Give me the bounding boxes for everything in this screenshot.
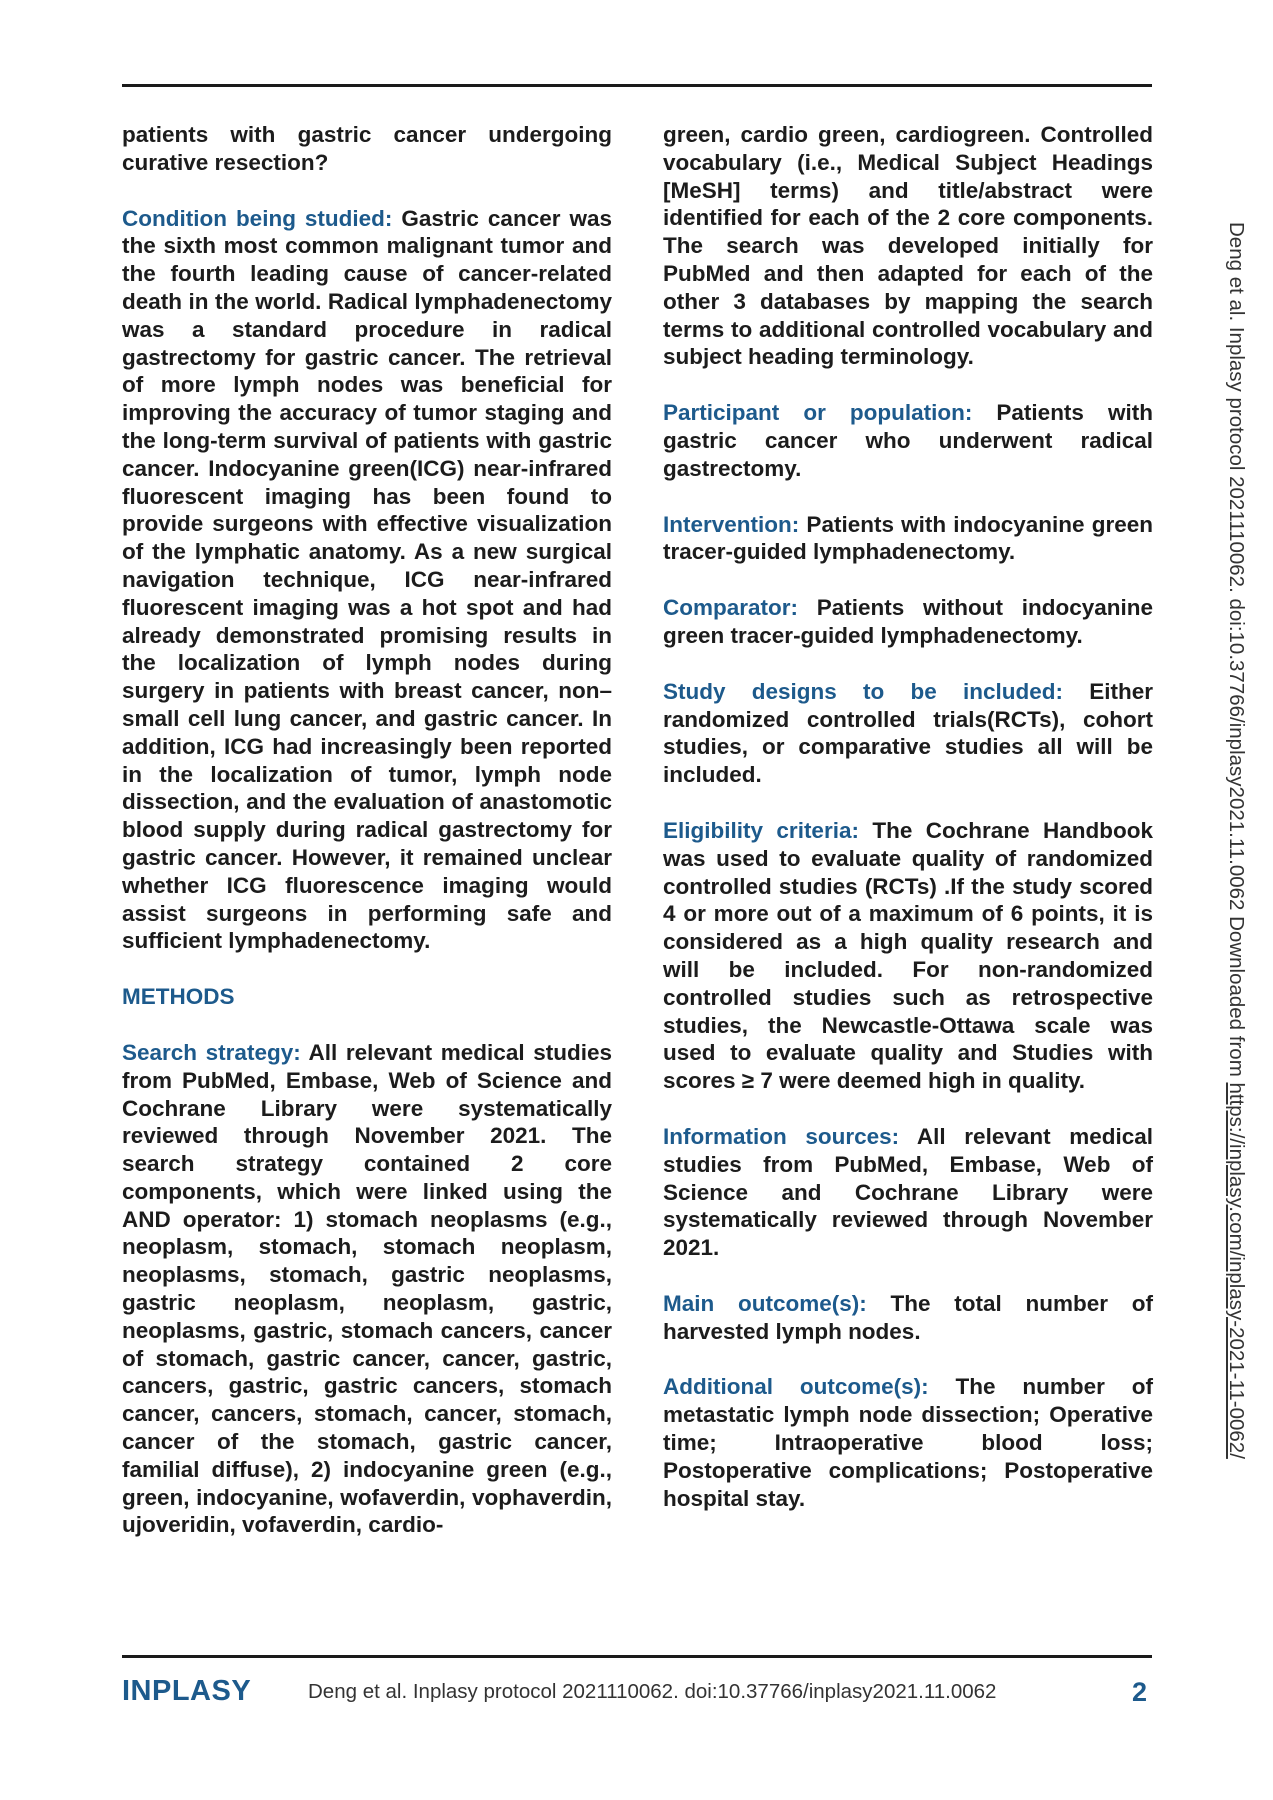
comparator-text: Patients without indocyanine green tracer-guided lymphadenectomy.	[663, 595, 1153, 648]
eligibility-label: Eligibility criteria:	[663, 817, 859, 843]
information-sources-text: All relevant medical studies from PubMed, Embase, Web of Science and Cochrane Library were systematically reviewed through November 2021.	[663, 1123, 1154, 1261]
search-continued-paragraph: green, cardio green, cardiogreen. Controlled vocabulary (i.e., Medical Subject Headings [MeSH] terms) and title/abstract were identified for each of the 2 core components. The search was developed initially for PubMed and then adapted for each of the other 3 databases by mapping the search terms to additional controlled vocabulary and subject heading terminology.	[663, 122, 1153, 370]
condition-label: Condition being studied:	[122, 205, 393, 231]
search-strategy-paragraph	[122, 1039, 612, 1539]
eligibility-paragraph	[663, 817, 1153, 1095]
intervention-text: Patients with indocyanine green tracer-guided lymphadenectomy.	[663, 511, 1153, 565]
participant-text: Patients with gastric cancer who underwent radical gastrectomy.	[663, 400, 1153, 481]
intro-paragraph: patients with gastric cancer undergoing curative resection?	[122, 122, 612, 175]
condition-paragraph	[122, 205, 612, 956]
header-rule	[122, 84, 1152, 87]
journal-logo: INPLASY	[122, 1675, 252, 1707]
download-link[interactable]: https://inplasy.com/inplasy-2021-11-0062/	[1225, 1082, 1248, 1459]
information-sources-label: Information sources:	[663, 1123, 900, 1149]
participant-label: Participant or population:	[663, 400, 973, 426]
main-outcome-paragraph	[663, 1290, 1153, 1346]
intervention-label: Intervention:	[663, 511, 800, 537]
search-strategy-label: Search strategy:	[122, 1039, 301, 1065]
comparator-paragraph	[663, 594, 1153, 650]
additional-outcome-paragraph	[663, 1373, 1153, 1512]
additional-outcome-label: Additional outcome(s):	[663, 1374, 929, 1400]
search-strategy-text: All relevant medical studies from PubMed, Embase, Web of Science and Cochrane Library were systematically reviewed through November 2021. The search strategy contained 2 core components, which were linked using the AND operator: 1) stomach neoplasms (e.g., neoplasm, stomach, stomach neoplasm, neoplasms, stomach, gastric neoplasms, gastric neoplasm, neoplasm, gastric, neoplasms, gastric, stomach cancers, cancer of stomach, gastric cancer, cancer, gastric, cancers, gastric, gastric cancers, stomach cancer, cancers, stomach, cancer, stomach, cancer of the stomach, gastric cancer, familial diffuse), 2) indocyanine green (e.g., green, indocyanine, wofaverdin, vophaverdin, ujoveridin, vofaverdin, cardio-	[122, 1039, 612, 1538]
study-designs-label: Study designs to be included:	[663, 678, 1063, 704]
page-number: 2	[1132, 1677, 1148, 1707]
download-sidebar-note	[1224, 222, 1248, 1459]
information-sources-paragraph	[663, 1123, 1153, 1262]
footer-citation: Deng et al. Inplasy protocol 2021110062. doi:10.37766/inplasy2021.11.0062	[308, 1680, 997, 1703]
eligibility-text: The Cochrane Handbook was used to evaluate quality of randomized controlled studies (RCTs) .If the study scored 4 or more out of a maximum of 6 points, it is considered as a high quality research and will be included. For non-randomized controlled studies such as retrospective studies, the Newcastle-Ottawa scale was used to evaluate quality and Studies with scores ≥ 7 were deemed high in quality.	[663, 817, 1153, 1094]
left-column	[122, 121, 612, 1567]
comparator-label: Comparator:	[663, 595, 799, 621]
methods-heading: METHODS	[122, 984, 235, 1010]
right-column	[663, 121, 1153, 1540]
participant-paragraph	[663, 399, 1153, 482]
intervention-paragraph	[663, 511, 1153, 567]
main-outcome-text: The total number of harvested lymph nodes.	[663, 1290, 1153, 1344]
sidebar-citation: Deng et al. Inplasy protocol 2021110062. doi:10.37766/inplasy2021.11.0062 Downloaded from	[1225, 222, 1248, 1083]
study-designs-paragraph	[663, 678, 1153, 789]
study-designs-text: Either randomized controlled trials(RCTs), cohort studies, or comparative studies all will be included.	[663, 678, 1153, 788]
additional-outcome-text: The number of metastatic lymph node dissection; Operative time; Intraoperative blood loss; Postoperative complications; Postoperative hospital stay.	[663, 1374, 1154, 1511]
main-outcome-label: Main outcome(s):	[663, 1290, 867, 1316]
footer-rule	[122, 1655, 1152, 1658]
condition-text: Gastric cancer was the sixth most common malignant tumor and the fourth leading cause of cancer-related death in the world. Radical lymphadenectomy was a standard procedure in radical gastrectomy for gastric cancer. The retrieval of more lymph nodes was beneficial for improving the accuracy of tumor staging and the long-term survival of patients with gastric cancer. Indocyanine green(ICG) near-infrared fluorescent imaging has been found to provide surgeons with effective visualization of the lymphatic anatomy. As a new surgical navigation technique, ICG near-infrared fluorescent imaging was a hot spot and had already demonstrated promising results in the localization of lymph nodes during surgery in patients with breast cancer, non–small cell lung cancer, and gastric cancer. In addition, ICG had increasingly been reported in the localization of tumor, lymph node dissection, and the evaluation of anastomotic blood supply during radical gastrectomy for gastric cancer. However, it remained unclear whether ICG fluorescence imaging would assist surgeons in performing safe and sufficient lymphadenectomy.	[122, 205, 612, 954]
